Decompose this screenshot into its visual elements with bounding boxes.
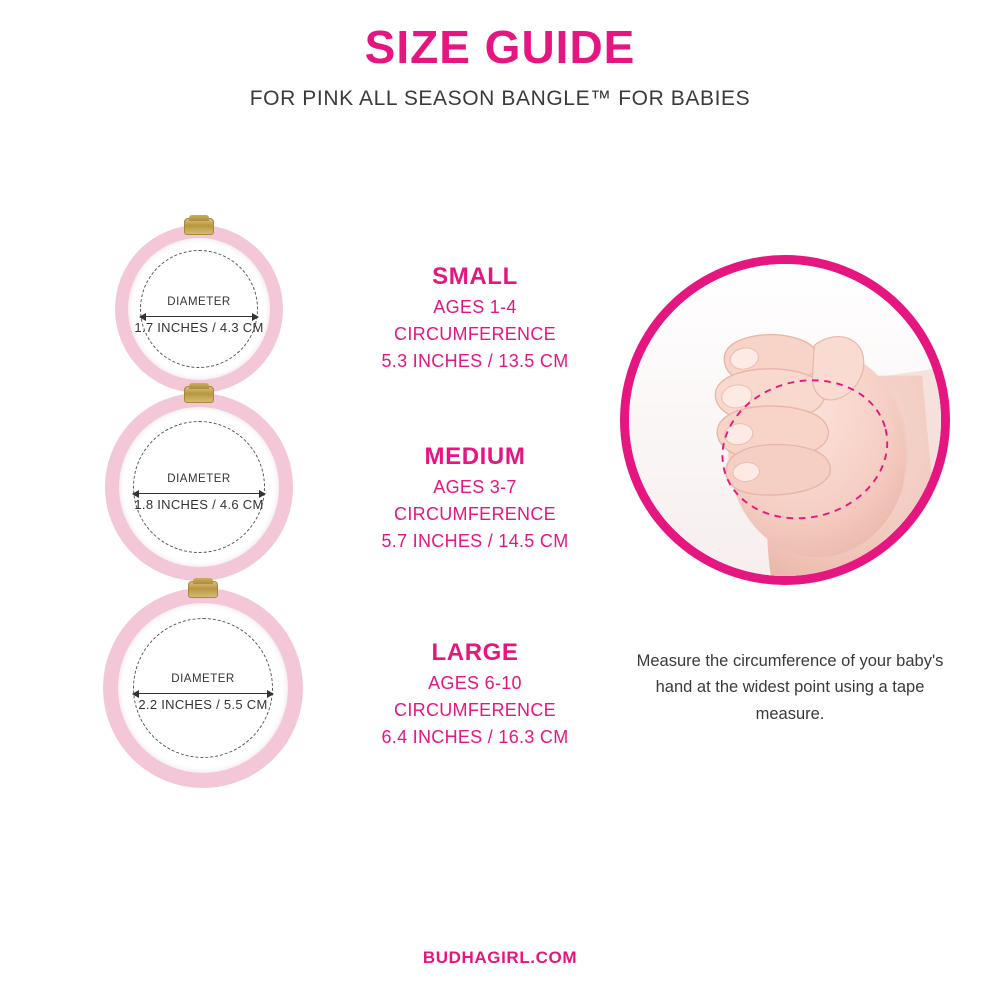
size-name-medium: MEDIUM	[424, 443, 526, 470]
bangle-diagram-small	[115, 225, 283, 393]
diameter-line-medium	[133, 493, 265, 494]
bangle-clasp-icon	[184, 218, 214, 235]
diameter-line-small	[140, 316, 258, 317]
bangle-clasp-icon	[184, 386, 214, 403]
size-name-small: SMALL	[432, 263, 518, 290]
size-circumference-value-small: 5.3 INCHES / 13.5 CM	[381, 351, 569, 371]
diameter-line-large	[133, 693, 273, 694]
page-header	[0, 22, 1000, 111]
diameter-dashed-circle	[133, 421, 265, 553]
page-subtitle: FOR PINK ALL SEASON BANGLE™ FOR BABIES	[249, 86, 751, 110]
diameter-label-medium: DIAMETER	[167, 473, 231, 485]
page-title: SIZE GUIDE	[364, 21, 636, 73]
size-block-medium	[330, 443, 620, 552]
diameter-value-medium: 1.8 INCHES / 4.6 CM	[134, 497, 264, 512]
baby-hand-illustration	[629, 264, 941, 576]
diameter-value-large: 2.2 INCHES / 5.5 CM	[138, 697, 268, 712]
size-circumference-value-large: 6.4 INCHES / 16.3 CM	[381, 727, 569, 747]
footer-brand: BUDHAGIRL.COM	[422, 948, 578, 967]
bangle-clasp-icon	[188, 581, 218, 598]
size-ages-large: AGES 6-10	[428, 673, 522, 693]
diameter-label-large: DIAMETER	[171, 673, 235, 685]
size-block-small	[330, 263, 620, 372]
baby-hand-photo	[620, 255, 950, 585]
photo-caption: Measure the circumference of your baby's hand at the widest point using a tape measure.	[636, 652, 944, 723]
bangle-diagram-medium	[105, 393, 293, 581]
size-block-large	[330, 639, 620, 748]
diameter-value-small: 1.7 INCHES / 4.3 CM	[134, 320, 264, 335]
size-ages-small: AGES 1-4	[433, 297, 517, 317]
bangle-diagram-large	[103, 588, 303, 788]
diameter-dashed-circle	[140, 250, 258, 368]
diameter-label-small: DIAMETER	[167, 296, 231, 308]
size-circumference-label-large: CIRCUMFERENCE	[394, 700, 556, 720]
size-circumference-value-medium: 5.7 INCHES / 14.5 CM	[381, 531, 569, 551]
size-ages-medium: AGES 3-7	[433, 477, 517, 497]
diameter-dashed-circle	[133, 618, 273, 758]
size-name-large: LARGE	[431, 639, 519, 666]
size-circumference-label-small: CIRCUMFERENCE	[394, 324, 556, 344]
size-circumference-label-medium: CIRCUMFERENCE	[394, 504, 556, 524]
